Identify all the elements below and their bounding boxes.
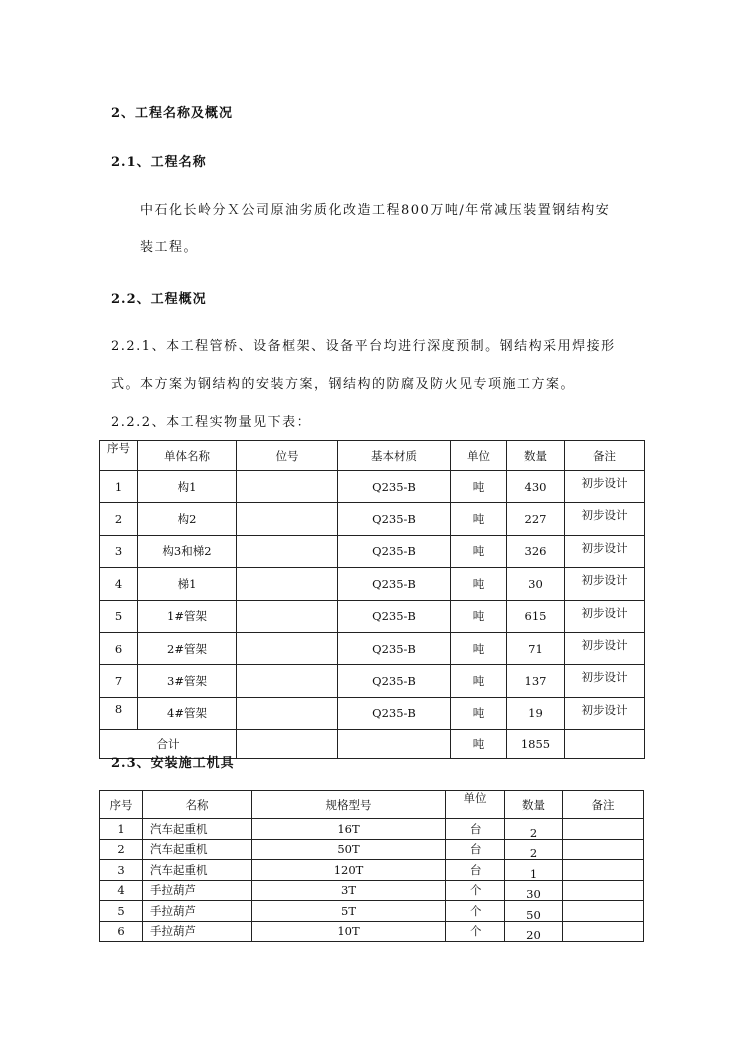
table-row [100,632,645,664]
table-cell: 615 [507,600,565,632]
table-cell: 初步设计 [565,600,645,632]
table-cell [237,471,338,503]
table-cell: 梯1 [138,568,237,600]
table-cell: 吨 [451,632,507,664]
header-cell: 数量 [507,441,565,471]
table-cell [237,535,338,567]
table-cell: 初步设计 [565,665,645,697]
table-cell: 4 [100,568,138,600]
table-cell: 6 [100,921,143,942]
section-2-1-heading: 2.1、工程名称 [111,155,207,170]
table-cell: 2#管架 [138,632,237,664]
table-cell: 5 [100,600,138,632]
table-cell: 吨 [451,697,507,729]
table-cell: 吨 [451,665,507,697]
table-cell: 汽车起重机 [143,819,252,840]
table-cell: 4#管架 [138,697,237,729]
overview-paragraph-line-2: 式。本方案为钢结构的安装方案，钢结构的防腐及防火见专项施工方案。 [111,377,576,392]
table-cell: 5 [100,901,143,922]
table-cell: 326 [507,535,565,567]
header-cell: 单位 [451,441,507,471]
header-cell: 位号 [237,441,338,471]
table-cell: 台 [446,819,505,840]
table-cell: 50 [505,901,563,922]
table-cell: 8 [100,697,138,729]
table-cell: 3T [252,880,446,901]
table-cell: 50T [252,839,446,860]
table-cell: 7 [100,665,138,697]
total-quantity: 1855 [507,730,565,758]
table-cell: 1#管架 [138,600,237,632]
table-cell [237,697,338,729]
table-row [100,665,645,697]
table-cell: 137 [507,665,565,697]
table-row [100,880,644,901]
table-cell: Q235-B [338,535,451,567]
table-cell: 台 [446,860,505,881]
table-row [100,568,645,600]
table-cell: 10T [252,921,446,942]
table-cell: 1 [505,860,563,881]
project-name-line-2: 装工程。 [140,240,199,255]
table-cell [237,503,338,535]
table-cell: 71 [507,632,565,664]
table-cell: 吨 [451,471,507,503]
table-cell: 吨 [451,503,507,535]
header-cell: 备注 [563,791,644,819]
table-cell: Q235-B [338,697,451,729]
table-cell: 初步设计 [565,535,645,567]
table-cell: Q235-B [338,600,451,632]
quantity-table [99,440,645,759]
header-cell: 序号 [100,791,143,819]
table-cell: 2 [100,503,138,535]
table-cell: 1 [100,471,138,503]
equipment-table-header [100,791,644,819]
table-cell: 227 [507,503,565,535]
table-cell [563,839,644,860]
table-row [100,901,644,922]
table-cell: 构2 [138,503,237,535]
table-cell: 吨 [451,600,507,632]
table-cell: Q235-B [338,665,451,697]
table-cell [563,880,644,901]
table-cell [237,730,338,758]
table-cell: Q235-B [338,471,451,503]
table-cell [237,632,338,664]
table-cell: Q235-B [338,632,451,664]
header-cell: 名称 [143,791,252,819]
table-row [100,471,645,503]
table-cell: 30 [507,568,565,600]
table-cell [237,665,338,697]
table-cell: 初步设计 [565,503,645,535]
table-cell: 3 [100,860,143,881]
table-row [100,921,644,942]
table-cell [563,901,644,922]
table-row [100,503,645,535]
table-cell: Q235-B [338,503,451,535]
table-cell: 个 [446,921,505,942]
table-cell [237,568,338,600]
equipment-table [99,790,644,942]
table-cell: 5T [252,901,446,922]
table-cell: 手拉葫芦 [143,880,252,901]
overview-paragraph-line-1: 2.2.1、本工程管桥、设备框架、设备平台均进行深度预制。钢结构采用焊接形 [111,339,616,354]
table-cell [237,600,338,632]
table-cell: 2 [505,839,563,860]
table-cell: 3 [100,535,138,567]
table-cell: 吨 [451,535,507,567]
table-row [100,839,644,860]
table-cell: 初步设计 [565,632,645,664]
header-cell: 单体名称 [138,441,237,471]
table-cell: 手拉葫芦 [143,901,252,922]
table-cell [563,860,644,881]
table-cell: 手拉葫芦 [143,921,252,942]
table-cell: 个 [446,901,505,922]
table-cell: 吨 [451,568,507,600]
header-cell: 数量 [505,791,563,819]
table-cell: 汽车起重机 [143,839,252,860]
section-2-2-heading: 2.2、工程概况 [111,292,207,307]
header-cell: 备注 [565,441,645,471]
table-cell: 初步设计 [565,568,645,600]
table-cell: 初步设计 [565,471,645,503]
table-cell: 汽车起重机 [143,860,252,881]
table-cell: 个 [446,880,505,901]
section-2-3-heading: 2.3、安装施工机具 [111,756,235,771]
table-cell: 120T [252,860,446,881]
table-cell: 3#管架 [138,665,237,697]
table-row [100,819,644,840]
table-cell: 430 [507,471,565,503]
table-cell: 初步设计 [565,697,645,729]
quantity-table-header [100,441,645,471]
table-cell [563,819,644,840]
total-label: 合计 [100,730,237,758]
table-cell: 30 [505,880,563,901]
table-row [100,535,645,567]
header-cell: 规格型号 [252,791,446,819]
project-name-line-1: 中石化长岭分Ｘ公司原油劣质化改造工程800万吨/年常减压装置钢结构安 [140,203,611,218]
table-cell: 16T [252,819,446,840]
table-row [100,600,645,632]
header-cell: 序号 [100,441,138,471]
quantity-intro: 2.2.2、本工程实物量见下表： [111,415,312,430]
table-cell: 台 [446,839,505,860]
header-cell: 基本材质 [338,441,451,471]
table-cell: Q235-B [338,568,451,600]
table-row [100,860,644,881]
table-cell: 构1 [138,471,237,503]
table-cell [563,921,644,942]
table-row [100,697,645,729]
table-cell: 6 [100,632,138,664]
table-cell: 20 [505,921,563,942]
table-cell: 1 [100,819,143,840]
table-cell: 构3和梯2 [138,535,237,567]
total-unit: 吨 [451,730,507,758]
header-cell: 单位 [446,791,505,819]
section-2-heading: 2、工程名称及概况 [111,106,234,121]
table-cell [565,730,645,758]
table-cell [338,730,451,758]
table-cell: 19 [507,697,565,729]
table-cell: 2 [505,819,563,840]
table-cell: 2 [100,839,143,860]
table-cell: 4 [100,880,143,901]
